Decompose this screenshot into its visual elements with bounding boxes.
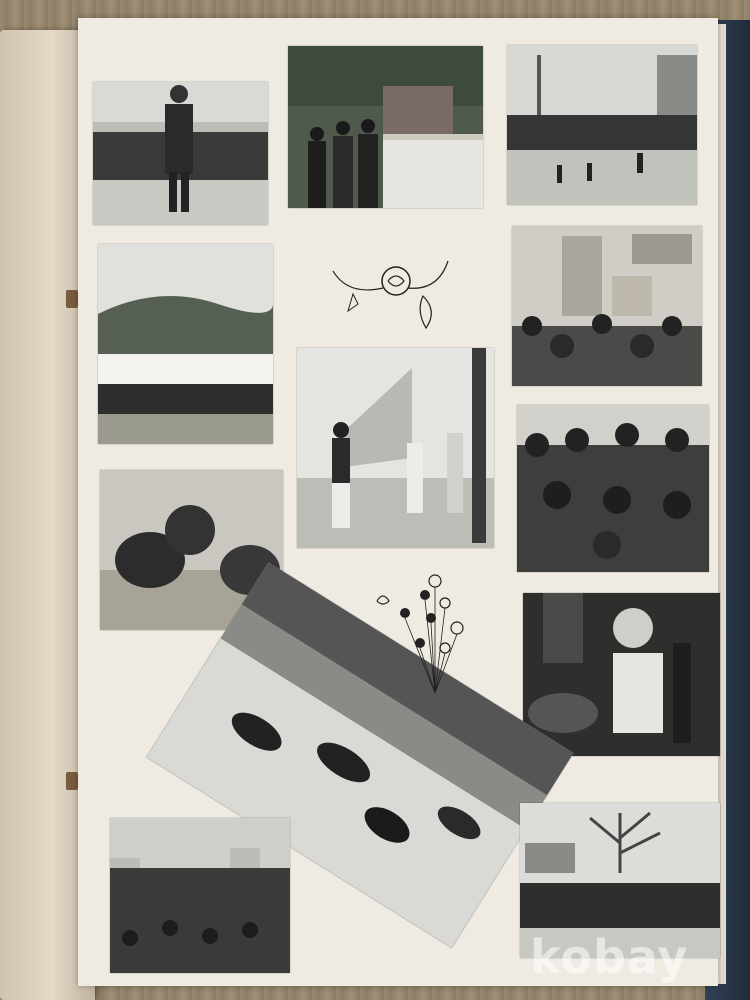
binding-tab: [66, 772, 78, 790]
group-of-girls-indoors-photo: [517, 405, 709, 572]
watermark-text: kobay: [530, 930, 689, 984]
students-at-stage-ceremony-photo: [288, 46, 483, 208]
volleyball-net-students-saluting-photo: [297, 348, 494, 548]
girls-posing-on-hillside-photo: [98, 244, 273, 444]
man-with-hat-facing-assembly-photo: [93, 82, 268, 225]
classroom-teacher-desk-photo: [512, 226, 702, 386]
binding-tab: [66, 290, 78, 308]
rose-doodle-icon: [328, 256, 453, 336]
flower-arrangement-stage-photo: [523, 593, 720, 756]
balloon-bouquet-doodle-icon: [365, 573, 475, 698]
schoolyard-assembly-rows-photo: [507, 45, 697, 205]
students-crowd-at-gate-photo: [110, 818, 290, 973]
